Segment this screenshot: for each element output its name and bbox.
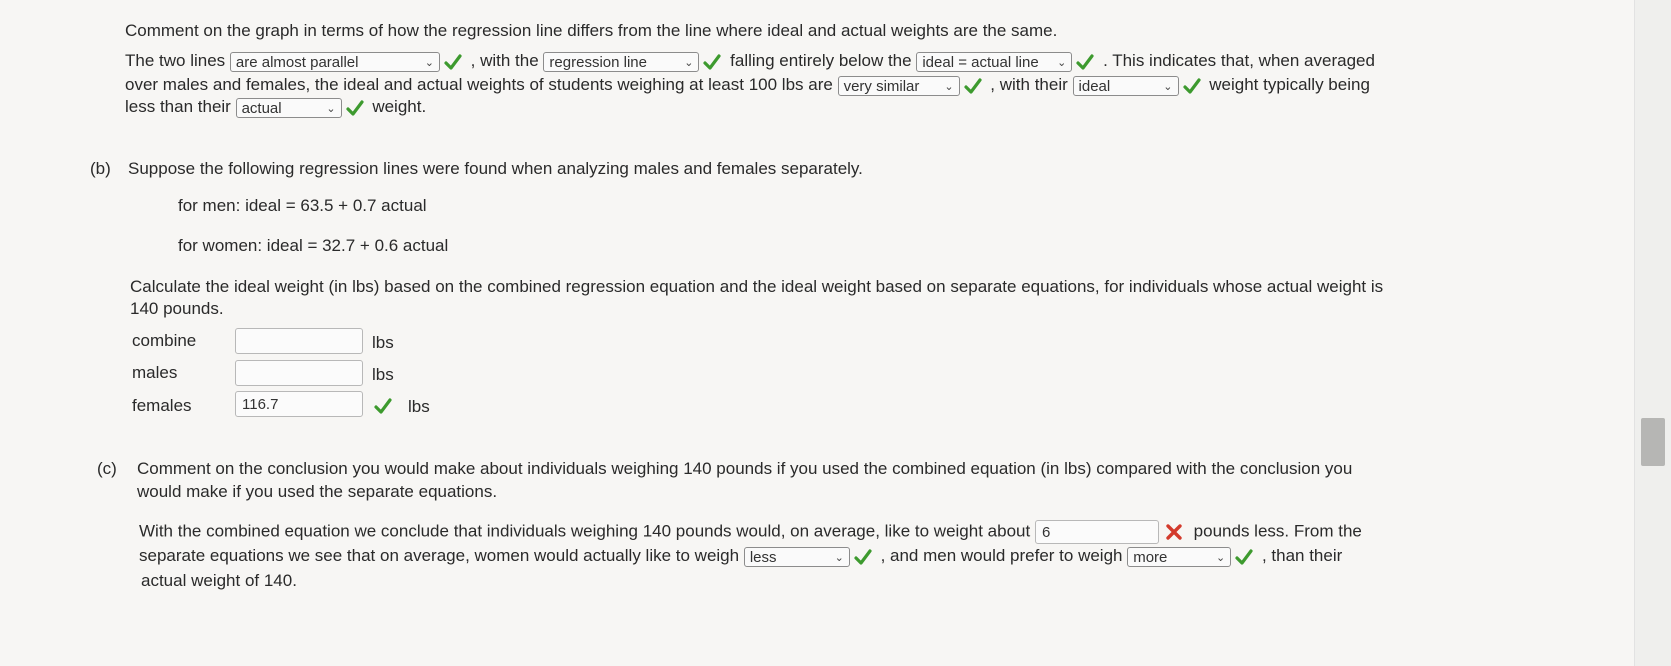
weight-type-dropdown-1[interactable] [1073,76,1179,96]
check-icon [373,396,393,416]
text: , with their [990,75,1068,94]
vertical-scrollbar[interactable] [1634,0,1671,666]
calc-prompt-line-1: Calculate the ideal weight (in lbs) based on the combined regression equation and the ideal weight based on separate equations, for individuals whose actual weight is [130,277,1384,296]
part-a-sentence-2 [125,74,1370,96]
dropdown-value: actual [241,99,282,117]
dropdown-value: are almost parallel [235,53,359,71]
text: pounds less. From the [1193,521,1362,541]
dropdown-value: less [749,548,777,566]
men-weigh-dropdown[interactable] [1127,547,1231,567]
part-c-sentence-1 [139,520,1362,544]
part-c-prompt-line-1: Comment on the conclusion you would make about individuals weighing 140 pounds if you used the combined equation (in lbs) compared with the conclusion you [137,459,1353,478]
part-a-sentence-1 [125,50,1375,72]
females-unit: lbs [408,397,430,416]
check-icon [853,547,873,567]
males-input[interactable] [235,360,363,386]
text: falling entirely below the [730,51,912,70]
text: , with the [470,51,539,70]
weight-type-dropdown-2[interactable] [236,98,342,118]
check-icon [443,52,463,72]
chevron-down-icon: ⌄ [834,551,844,564]
text: , than their [1261,546,1343,565]
dropdown-value: ideal = actual line [922,53,1039,71]
text: . This indicates that, when averaged [1103,51,1375,70]
women-equation: for women: ideal = 32.7 + 0.6 actual [178,236,449,255]
line-choice-dropdown[interactable] [543,52,699,72]
check-icon [345,98,365,118]
text: weight typically being [1209,75,1370,94]
chevron-down-icon: ⌄ [424,56,434,69]
text: The two lines [125,51,226,70]
check-icon [1075,52,1095,72]
text: over males and females, the ideal and actual weights of students weighing at least 100 lbs are [125,75,833,94]
dropdown-value: very similar [843,77,920,95]
part-a-intro: Comment on the graph in terms of how the regression line differs from the line where ideal and actual weights are the same. [125,21,1058,40]
text: , and men would prefer to weigh [880,546,1123,565]
check-icon [963,76,983,96]
men-equation: for men: ideal = 63.5 + 0.7 actual [178,196,427,215]
chevron-down-icon: ⌄ [1057,56,1067,69]
combine-input[interactable] [235,328,363,354]
chevron-down-icon: ⌄ [1216,551,1226,564]
males-label: males [132,363,178,382]
text: separate equations we see that on average, women would actually like to weigh [139,546,740,565]
chevron-down-icon: ⌄ [944,80,954,93]
chevron-down-icon: ⌄ [684,56,694,69]
part-b-label: (b) [90,159,111,178]
check-icon [1234,547,1254,567]
women-weigh-dropdown[interactable] [744,547,850,567]
males-unit: lbs [372,365,394,384]
females-input[interactable]: 116.7 [235,391,363,417]
lines-relation-dropdown[interactable] [230,52,440,72]
similarity-dropdown[interactable] [838,76,960,96]
part-a-sentence-3 [125,96,426,118]
part-c-sentence-2 [139,545,1342,567]
dropdown-value: regression line [549,53,647,71]
part-c-sentence-3: actual weight of 140. [141,571,297,590]
combine-unit: lbs [372,333,394,352]
text: With the combined equation we conclude that individuals weighing 140 pounds would, on average, like to weight about [139,521,1031,541]
dropdown-value: more [1133,548,1168,566]
check-icon [702,52,722,72]
cross-icon [1165,523,1183,541]
chevron-down-icon: ⌄ [326,102,336,115]
part-c-prompt-line-2: would make if you used the separate equations. [137,482,498,501]
calc-prompt-line-2: 140 pounds. [130,299,224,318]
part-b-prompt: Suppose the following regression lines were found when analyzing males and females separately. [128,159,863,178]
females-label: females [132,396,192,415]
dropdown-value: ideal [1078,77,1111,95]
reference-line-dropdown[interactable] [916,52,1072,72]
scrollbar-thumb[interactable] [1641,418,1665,466]
chevron-down-icon: ⌄ [1163,80,1173,93]
pounds-less-input[interactable]: 6 [1035,520,1159,544]
check-icon [1182,76,1202,96]
combine-label: combine [132,331,197,350]
part-c-label: (c) [97,459,117,478]
text: weight. [372,97,427,116]
text: less than their [125,97,231,116]
